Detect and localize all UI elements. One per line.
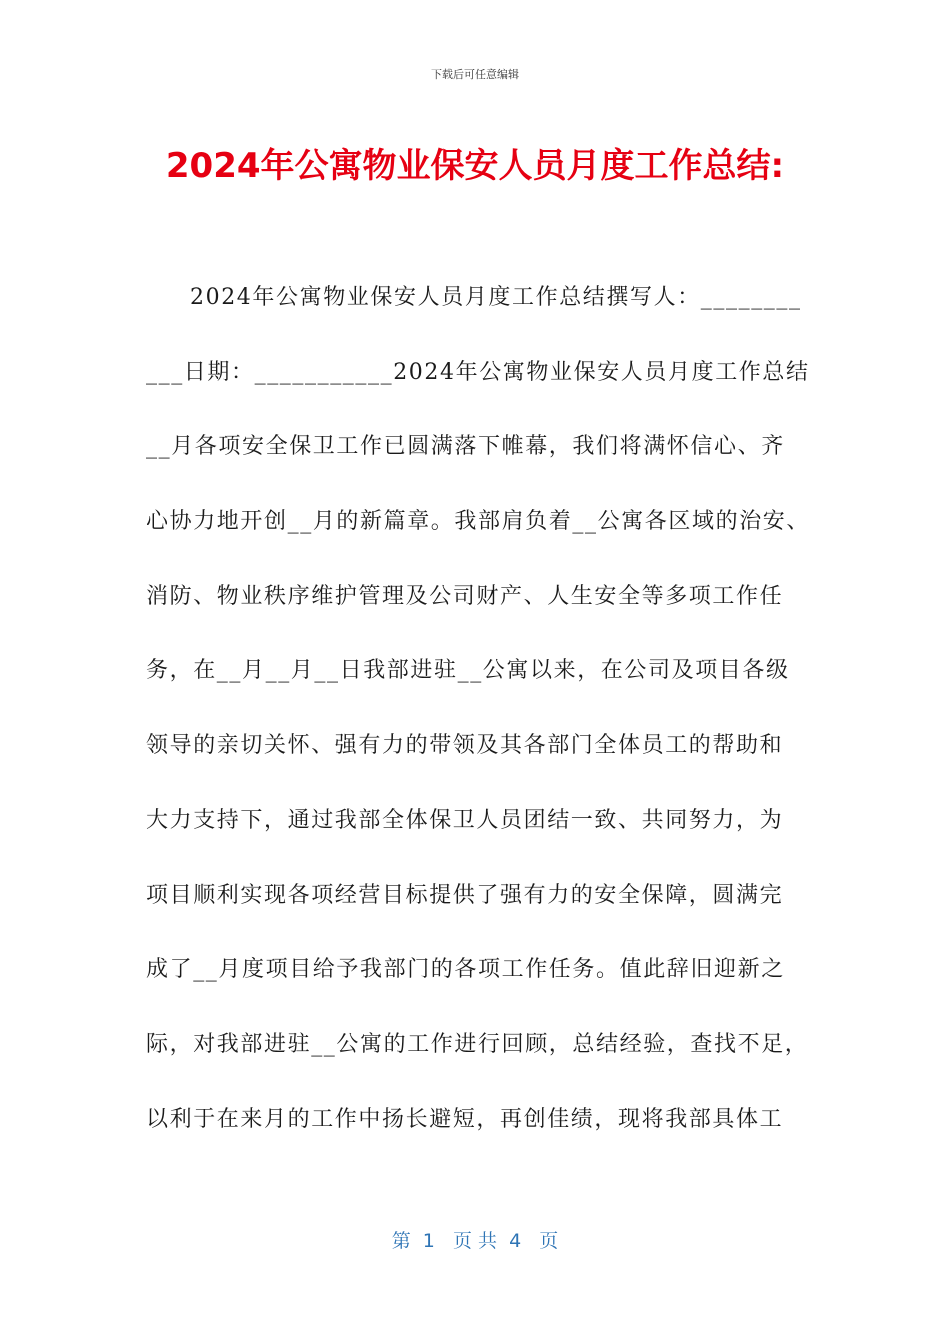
- document-title: 2024年公寓物业保安人员月度工作总结:: [165, 146, 785, 186]
- body-line-1: 2024年公寓物业保安人员月度工作总结撰写人：________: [190, 285, 802, 310]
- body-line-5: 消防、物业秩序维护管理及公司财产、人生安全等多项工作任: [146, 583, 784, 609]
- body-line-7: 领导的亲切关怀、强有力的带领及其各部门全体员工的帮助和: [146, 733, 784, 759]
- header-note: 下载后可任意编辑: [431, 68, 519, 81]
- body-line-11: 际，对我部进驻__公寓的工作进行回顾，总结经验，查找不足，: [146, 1031, 809, 1057]
- document-body: [146, 272, 811, 1168]
- body-line-12: 以利于在来月的工作中扬长避短，再创佳绩，现将我部具体工: [146, 1106, 784, 1132]
- body-line-4: 心协力地开创__月的新篇章。我部肩负着__公寓各区域的治安、: [146, 509, 811, 535]
- body-line-3: __月各项安全保卫工作已圆满落下帷幕，我们将满怀信心、齐: [146, 434, 785, 460]
- body-line-2: ___日期：___________2024年公寓物业保安人员月度工作总结: [146, 359, 810, 385]
- body-line-10: 成了__月度项目给予我部门的各项工作任务。值此辞旧迎新之: [146, 957, 785, 983]
- body-line-9: 项目顺利实现各项经营目标提供了强有力的安全保障，圆满完: [146, 882, 784, 908]
- page-number-footer: 第 1 页 共 4 页: [391, 1230, 559, 1252]
- body-line-6: 务，在__月__月__日我部进驻__公寓以来，在公司及项目各级: [146, 658, 790, 684]
- body-line-8: 大力支持下，通过我部全体保卫人员团结一致、共同努力，为: [146, 807, 784, 833]
